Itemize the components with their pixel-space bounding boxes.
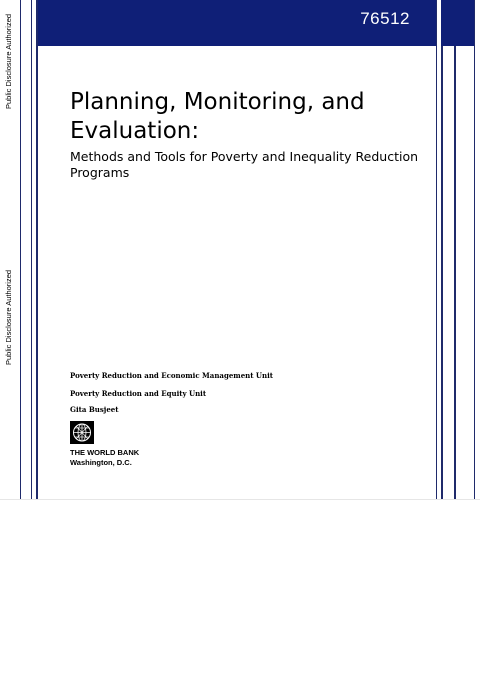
document-subtitle: Methods and Tools for Poverty and Inequality Reduction Programs: [70, 149, 419, 180]
publisher-location: Washington, D.C.: [70, 458, 132, 467]
author-name: Gita Busjeet: [70, 405, 119, 414]
cover-rule: [441, 0, 443, 499]
header-band: [38, 0, 436, 46]
cover-rule: [436, 0, 437, 499]
disclosure-stamp-top: Public Disclosure Authorized: [4, 13, 13, 109]
disclosure-stamp-middle: Public Disclosure Authorized: [4, 269, 13, 365]
document-number: 76512: [360, 9, 410, 28]
cover-rule: [454, 0, 456, 499]
publisher-name: THE WORLD BANK: [70, 448, 140, 457]
cover-rule: [474, 0, 475, 499]
cover-rule: [31, 0, 32, 499]
unit-primary: Poverty Reduction and Economic Management Unit: [70, 371, 274, 380]
cover-rule: [20, 0, 21, 499]
world-bank-globe-icon: [70, 421, 94, 444]
unit-secondary: Poverty Reduction and Equity Unit: [70, 389, 207, 398]
cover-rule: [36, 0, 38, 499]
header-band-right: [441, 0, 474, 46]
document-title: Planning, Monitoring, and Evaluation:: [70, 89, 365, 144]
